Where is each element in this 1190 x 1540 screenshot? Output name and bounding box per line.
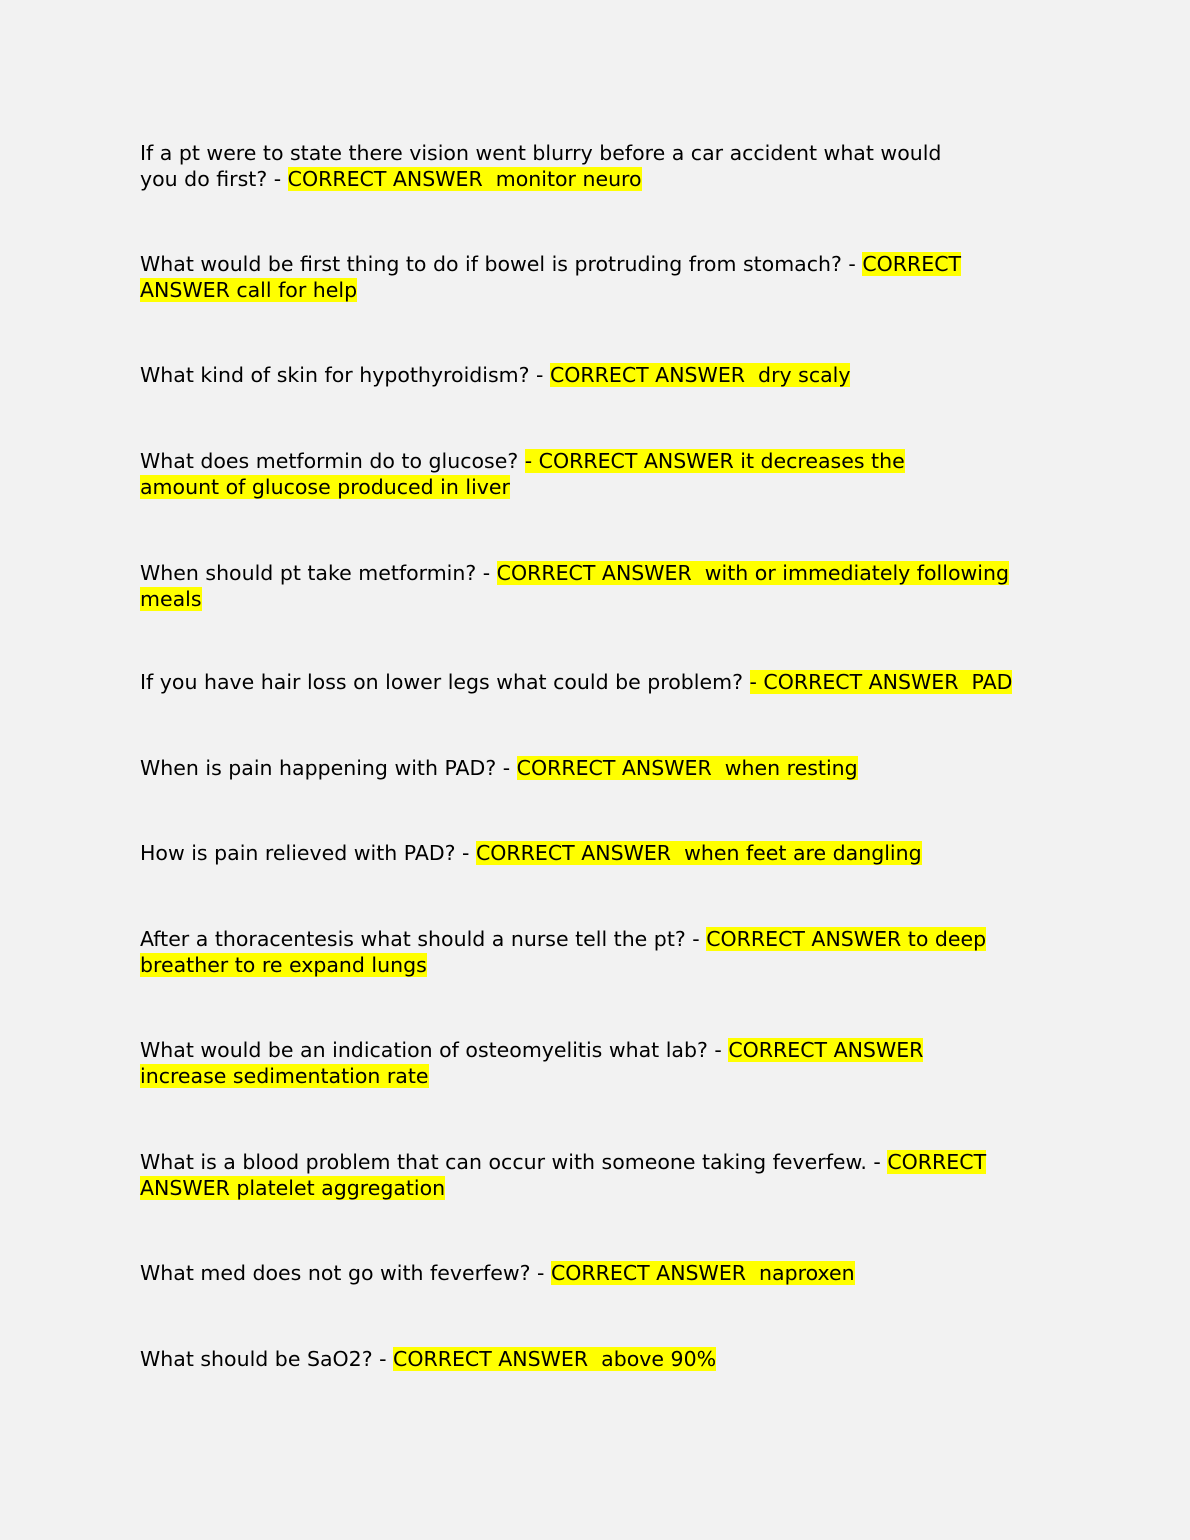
answer-highlight: CORRECT ANSWER naproxen — [550, 1261, 855, 1285]
answer-highlight: CORRECT ANSWER when feet are dangling — [475, 841, 922, 865]
question-text: What does metformin do to glucose? — [140, 449, 525, 473]
qa-item-4 — [140, 448, 1060, 500]
answer-highlight: CORRECT ANSWER to deep breather to re expand lungs — [140, 927, 987, 977]
qa-item-5 — [140, 560, 1060, 612]
question-text: How is pain relieved with PAD? - — [140, 841, 476, 865]
answer-highlight: CORRECT ANSWER dry scaly — [549, 363, 851, 387]
question-text: What med does not go with feverfew? - — [140, 1261, 551, 1285]
question-text: If you have hair loss on lower legs what could be problem? — [140, 670, 750, 694]
answer-highlight: CORRECT ANSWER when resting — [516, 756, 858, 780]
answer-highlight: CORRECT ANSWER call for help — [140, 252, 962, 302]
question-text: What kind of skin for hypothyroidism? - — [140, 363, 550, 387]
qa-item-3 — [140, 362, 1060, 388]
qa-item-7 — [140, 755, 1060, 781]
answer-highlight: CORRECT ANSWER platelet aggregation — [140, 1150, 987, 1200]
qa-item-9 — [140, 926, 1060, 978]
question-text: What should be SaO2? - — [140, 1347, 394, 1371]
qa-item-8 — [140, 840, 1060, 866]
question-text: If a pt were to state there vision went blurry before a car accident what would you do first? - — [140, 141, 942, 191]
qa-item-10 — [140, 1037, 1060, 1089]
answer-highlight: CORRECT ANSWER monitor neuro — [287, 167, 642, 191]
qa-item-1 — [140, 140, 1060, 192]
qa-item-6 — [140, 669, 1060, 695]
answer-highlight: CORRECT ANSWER above 90% — [393, 1347, 717, 1371]
qa-item-13 — [140, 1346, 1060, 1372]
question-text: What would be an indication of osteomyelitis what lab? - — [140, 1038, 729, 1062]
qa-item-11 — [140, 1149, 1060, 1201]
question-text: What is a blood problem that can occur with someone taking feverfew. - — [140, 1150, 888, 1174]
question-text: What would be first thing to do if bowel is protruding from stomach? - — [140, 252, 863, 276]
answer-highlight: CORRECT ANSWER increase sedimentation rate — [140, 1038, 924, 1088]
answer-highlight: - CORRECT ANSWER it decreases the amount of glucose produced in liver — [140, 449, 905, 499]
qa-item-2 — [140, 251, 1060, 303]
question-text: When is pain happening with PAD? - — [140, 756, 517, 780]
question-text: After a thoracentesis what should a nurse tell the pt? - — [140, 927, 707, 951]
qa-item-12 — [140, 1260, 1060, 1286]
answer-highlight: CORRECT ANSWER with or immediately following meals — [140, 561, 1009, 611]
question-text: When should pt take metformin? - — [140, 561, 497, 585]
answer-highlight: - CORRECT ANSWER PAD — [749, 670, 1013, 694]
